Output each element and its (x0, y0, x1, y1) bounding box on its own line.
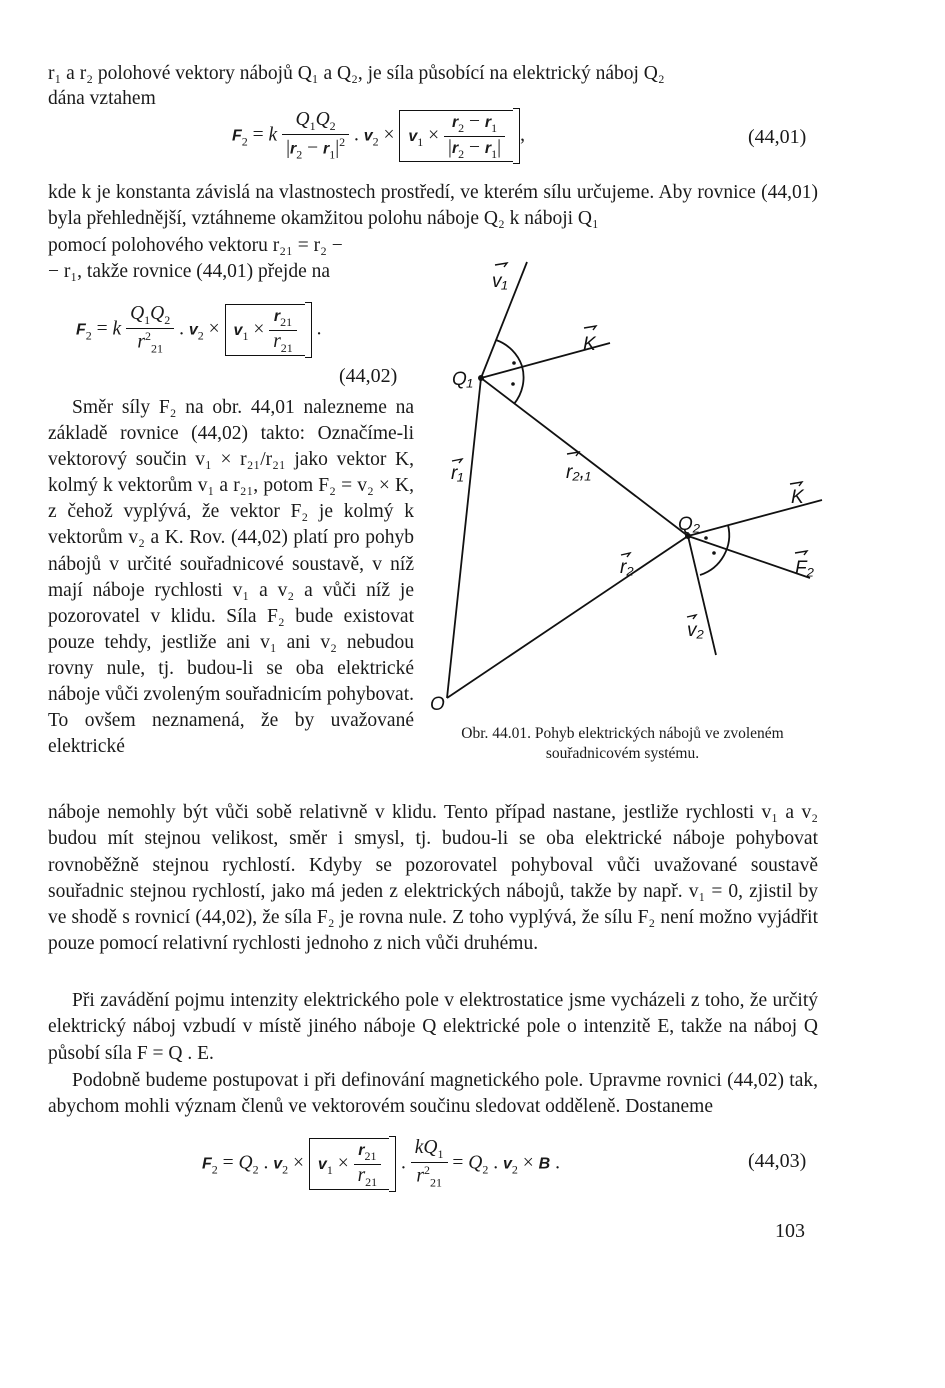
page-number: 103 (775, 1220, 805, 1242)
equation-number-44-02: (44,02) (339, 365, 398, 387)
paragraph-1: kde k je konstanta závislá na vlastnostech prostředí, ve kterém sílu určujeme. Aby rovnice (44,01) byla přehlednější, vztáhneme okamžitou polohu náboje Q₂ k náboji Q₁ (48, 182, 818, 230)
equation-44-02: $F_2 = k$ $\frac{Q_1Q_2}{r^2_{21}}$ . $v_2 \times v_1$ × $\frac{r_{21}}{r_{21}}$ . (76, 302, 322, 358)
paragraph-2-full: náboje nemohly být vůči sobě relativně v klidu. Tento případ nastane, jestliže rychlosti v₁ a v₂ budou mít stejnou velikost, směr i smysl, tj. budou-li se oba elektrické náboje pohybovat rovnoběžně stejnou rychlostí. Kdyby se pozorovatel pohyboval vůči uvažované soustavě souřadnic stejnou rychlostí, jako má jeden z elektrických nábojů, takže by např. v₁ = 0, zjistil by ve shodě s rovnicí (44,02), že síla F₂ je rovna nule. Z toho vyplývá, že sílu F₂ není možno vyjádřit pouze pomocí relativní rychlosti jednoho z nich vůči druhému. (48, 802, 818, 955)
label-k-right: K (791, 487, 804, 508)
vector-r1-line (447, 378, 481, 698)
intro-line-1: r₁ a r₂ polohové vektory nábojů Q₁ a Q₂, je síla působící na elektrický náboj Q₂ (48, 63, 665, 84)
label-r21: r₂,₁ (566, 462, 591, 483)
label-f2: F₂ (795, 558, 814, 579)
intro-line-2: dána vztahem (48, 88, 156, 109)
label-v1: v₁ (492, 271, 508, 292)
label-origin: O (430, 694, 445, 715)
equation-44-01: $F_2 = k$ $\frac{Q_1Q_2}{|r_2 - r_1|^2}$ . $v_2 \times v_1$ × $\frac{r_2 - r_1}{|r_2 - r_1|}$ , (232, 108, 525, 164)
label-q1: Q₁ (452, 369, 473, 390)
point-q1 (478, 375, 484, 381)
label-r2: r₂ (620, 557, 634, 578)
label-v2: v₂ (687, 620, 704, 641)
label-k-top: K (583, 334, 596, 355)
equation-number-44-01: (44,01) (748, 126, 807, 148)
equation-44-03: $F_2 = Q_2$ . $v_2 \times v_1$ × $\frac{r_{21}}{r_{21}}$ . $\frac{kQ_1}{r^2_{21}}$ = $Q_2$ . $v_2 \times B$ . (202, 1136, 560, 1192)
paragraph-3-text: Při zavádění pojmu intenzity elektrického pole v elektrostatice jsme vycházeli z toho, že určitý elektrický náboj vzbudí v místě jiného náboje Q elektrické pole o intenzitě E, takže na náboj Q působí síla F = Q . E. (48, 990, 818, 1064)
vector-r21-line (481, 378, 688, 536)
paragraph-1-col-b: − r₁, takže rovnice (44,01) přejde na (48, 261, 331, 282)
label-q2: Q₂ (678, 514, 701, 535)
angle-arc-q1 (496, 340, 522, 366)
paragraph-4-text: Podobně budeme postupovat i při definování magnetického pole. Upravme rovnici (44,02) tak, abychom mohli význam členů ve vektorovém součinu sledovat odděleně. Dostaneme (48, 1070, 818, 1118)
label-r1: r₁ (451, 463, 464, 484)
equation-number-44-03: (44,03) (748, 1150, 807, 1172)
vector-r2-line (447, 536, 688, 698)
paragraph-1-col-a: pomocí polohového vektoru r₂₁ = r₂ − (48, 235, 343, 256)
paragraph-2-col-text: Směr síly F₂ na obr. 44,01 nalezneme na základě rovnice (44,02) takto: Označíme-li vektorový součin v₁ × r₂₁/r₂₁ jako vektor K, kolmý k vektorům v₁ a r₂₁, potom F₂ = v₂ × K, z čehož vyplývá, že vektor F₂ je kolmý k vektorům v₂ a K. Rov. (44,02) platí pro pohyb nábojů v určité souřadnicové soustavě, v níž mají náboje rychlosti v₁ a v₂ a vůči níž je pozorovatel v klidu. Síla F₂ bude existovat pouze tehdy, jestliže ani v₁ ani v₂ nebudou rovny nule, tj. budou-li se oba elektrické náboje vůči zvoleným souřadnicím pohybovat. To ovšem neznamená, že by uvažované elektrické (48, 397, 414, 758)
figure-caption: Obr. 44.01. Pohyb elektrických nábojů ve zvoleném souřadnicovém systému. (461, 725, 784, 762)
